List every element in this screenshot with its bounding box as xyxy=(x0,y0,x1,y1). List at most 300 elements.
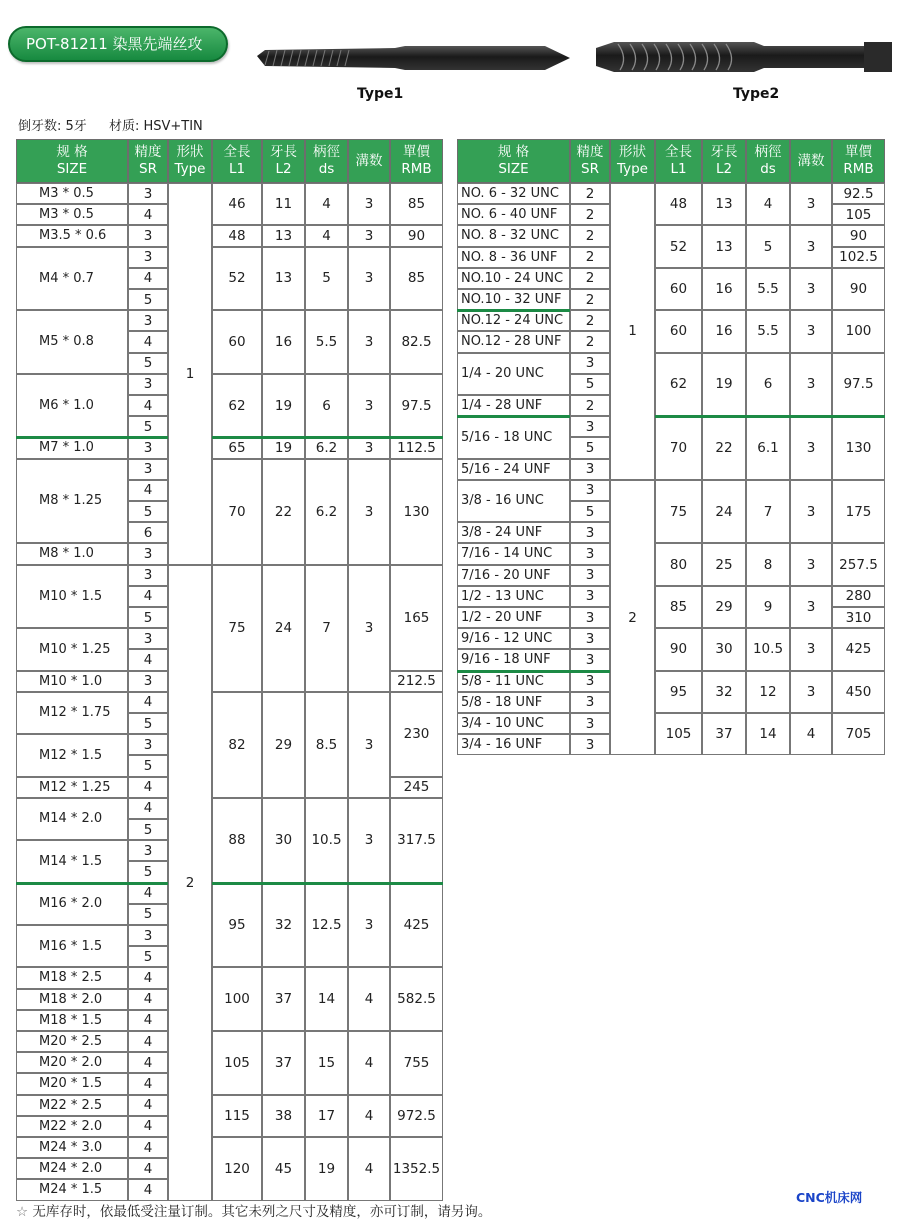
watermark: CNC机床网 xyxy=(796,1190,863,1205)
left-l2-cell: 45 xyxy=(262,1137,305,1201)
left-size-cell: M22 * 2.0 xyxy=(16,1116,128,1137)
right-header-size xyxy=(457,139,570,183)
left-size-cell: M20 * 1.5 xyxy=(16,1073,128,1094)
left-header-sr-line: SR xyxy=(139,161,157,177)
right-ds-cell: 5.5 xyxy=(746,268,790,310)
left-size-cell: M7 * 1.0 xyxy=(16,437,128,458)
left-sr-cell: 4 xyxy=(128,480,168,501)
left-header-rmb-line: 單價 xyxy=(403,144,430,160)
left-type-cell: 2 xyxy=(168,565,212,1201)
left-size-cell: M24 * 1.5 xyxy=(16,1179,128,1200)
left-l2-cell: 32 xyxy=(262,883,305,968)
right-flutes-cell: 3 xyxy=(790,586,832,628)
right-l2-cell: 16 xyxy=(702,310,746,352)
right-l2-cell: 29 xyxy=(702,586,746,628)
right-rmb-cell: 102.5 xyxy=(832,247,885,268)
right-sr-cell: 2 xyxy=(570,310,610,331)
footer-note xyxy=(16,1200,491,1220)
right-size-cell: NO. 6 - 40 UNF xyxy=(457,204,570,225)
left-sr-cell: 3 xyxy=(128,734,168,755)
left-rmb-cell: 425 xyxy=(390,883,443,968)
left-l1-cell: 75 xyxy=(212,565,262,692)
product-title-badge xyxy=(8,26,228,62)
right-header-l1-line: 全長 xyxy=(665,144,692,160)
left-l2-cell: 30 xyxy=(262,798,305,883)
left-sr-cell: 4 xyxy=(128,1052,168,1073)
right-size-cell: 9/16 - 12 UNC xyxy=(457,628,570,649)
left-sr-cell: 5 xyxy=(128,819,168,840)
left-sr-cell: 4 xyxy=(128,967,168,988)
left-header-size-line: SIZE xyxy=(56,161,88,177)
left-separator xyxy=(16,436,168,439)
right-size-cell: NO. 8 - 36 UNF xyxy=(457,247,570,268)
left-size-cell: M6 * 1.0 xyxy=(16,374,128,438)
right-header-rmb xyxy=(832,139,885,183)
right-sr-cell: 2 xyxy=(570,247,610,268)
left-l2-cell: 37 xyxy=(262,967,305,1031)
right-l1-cell: 70 xyxy=(655,416,702,480)
left-rmb-cell: 245 xyxy=(390,777,443,798)
right-sr-cell: 2 xyxy=(570,268,610,289)
right-type-cell: 1 xyxy=(610,183,655,480)
right-sr-cell: 3 xyxy=(570,649,610,670)
right-header-ds xyxy=(746,139,790,183)
right-header-l1 xyxy=(655,139,702,183)
right-flutes-cell: 3 xyxy=(790,543,832,585)
right-l1-cell: 48 xyxy=(655,183,702,225)
right-header-l2 xyxy=(702,139,746,183)
right-l1-cell: 62 xyxy=(655,353,702,417)
left-size-cell: M3 * 0.5 xyxy=(16,204,128,225)
left-rmb-cell: 85 xyxy=(390,247,443,311)
right-flutes-cell: 3 xyxy=(790,480,832,544)
left-header-size xyxy=(16,139,128,183)
left-ds-cell: 17 xyxy=(305,1095,348,1137)
right-size-cell: NO. 6 - 32 UNC xyxy=(457,183,570,204)
left-l1-cell: 46 xyxy=(212,183,262,225)
left-sr-cell: 3 xyxy=(128,671,168,692)
right-ds-cell: 6 xyxy=(746,353,790,417)
right-sr-cell: 3 xyxy=(570,692,610,713)
right-sr-cell: 2 xyxy=(570,204,610,225)
right-rmb-cell: 90 xyxy=(832,268,885,310)
left-header-l2 xyxy=(262,139,305,183)
right-l2-cell: 25 xyxy=(702,543,746,585)
right-sr-cell: 3 xyxy=(570,480,610,501)
right-ds-cell: 5 xyxy=(746,225,790,267)
right-ds-cell: 12 xyxy=(746,671,790,713)
right-l1-cell: 80 xyxy=(655,543,702,585)
left-sr-cell: 5 xyxy=(128,416,168,437)
right-rmb-cell: 310 xyxy=(832,607,885,628)
right-flutes-cell: 3 xyxy=(790,628,832,670)
right-header-sr-line: 精度 xyxy=(576,144,604,160)
right-sr-cell: 3 xyxy=(570,459,610,480)
left-l1-cell: 65 xyxy=(212,437,262,458)
left-sr-cell: 3 xyxy=(128,565,168,586)
right-sr-cell: 3 xyxy=(570,565,610,586)
right-l2-cell: 32 xyxy=(702,671,746,713)
right-header-rmb-line: RMB xyxy=(843,161,874,177)
right-size-cell: 9/16 - 18 UNF xyxy=(457,649,570,670)
left-size-cell: M14 * 2.0 xyxy=(16,798,128,840)
right-header-ds-line: ds xyxy=(760,161,776,177)
left-l1-cell: 48 xyxy=(212,225,262,246)
left-flutes-cell: 3 xyxy=(348,692,390,798)
left-sr-cell: 3 xyxy=(128,247,168,268)
left-header-flutes-line: 溝数 xyxy=(355,152,383,169)
left-rmb-cell: 165 xyxy=(390,565,443,671)
left-rmb-cell: 97.5 xyxy=(390,374,443,438)
left-sr-cell: 4 xyxy=(128,883,168,904)
right-size-cell: 7/16 - 20 UNF xyxy=(457,565,570,586)
left-size-cell: M18 * 1.5 xyxy=(16,1010,128,1031)
right-size-cell: 3/4 - 16 UNF xyxy=(457,734,570,755)
right-size-cell: 5/8 - 18 UNF xyxy=(457,692,570,713)
right-l1-cell: 60 xyxy=(655,268,702,310)
left-l2-cell: 19 xyxy=(262,437,305,458)
right-rmb-cell: 425 xyxy=(832,628,885,670)
left-sr-cell: 4 xyxy=(128,268,168,289)
left-size-cell: M16 * 2.0 xyxy=(16,883,128,925)
left-sr-cell: 5 xyxy=(128,755,168,776)
left-sr-cell: 6 xyxy=(128,522,168,543)
right-sr-cell: 5 xyxy=(570,374,610,395)
right-header-type-line: Type xyxy=(616,161,648,177)
left-sr-cell: 4 xyxy=(128,586,168,607)
left-size-cell: M12 * 1.75 xyxy=(16,692,128,734)
left-sr-cell: 5 xyxy=(128,861,168,882)
left-flutes-cell: 3 xyxy=(348,437,390,458)
left-ds-cell: 4 xyxy=(305,183,348,225)
left-sr-cell: 4 xyxy=(128,1116,168,1137)
product-title: POT-81211 染黑先端丝攻 xyxy=(26,35,203,53)
left-sr-cell: 3 xyxy=(128,628,168,649)
right-rmb-cell: 100 xyxy=(832,310,885,352)
left-rmb-cell: 755 xyxy=(390,1031,443,1095)
left-rmb-cell: 112.5 xyxy=(390,437,443,458)
footer-note-text: 无库存时，依最低受注量订制。其它未列之尺寸及精度，亦可订制，请另询。 xyxy=(32,1204,492,1220)
right-header-flutes-line: 溝数 xyxy=(797,152,825,169)
right-size-cell: NO.10 - 24 UNC xyxy=(457,268,570,289)
left-header-ds xyxy=(305,139,348,183)
right-sr-cell: 3 xyxy=(570,543,610,564)
left-sr-cell: 4 xyxy=(128,692,168,713)
material-spec: 材质: HSV+TIN xyxy=(108,119,203,134)
right-size-cell: 1/4 - 20 UNC xyxy=(457,353,570,395)
left-ds-cell: 5 xyxy=(305,247,348,311)
spec-line xyxy=(18,115,221,134)
left-ds-cell: 10.5 xyxy=(305,798,348,883)
left-rmb-cell: 972.5 xyxy=(390,1095,443,1137)
left-size-cell: M4 * 0.7 xyxy=(16,247,128,311)
left-header-l2-line: L2 xyxy=(275,161,292,177)
left-rmb-cell: 85 xyxy=(390,183,443,225)
left-flutes-cell: 4 xyxy=(348,1095,390,1137)
left-flutes-cell: 3 xyxy=(348,459,390,565)
left-sr-cell: 4 xyxy=(128,204,168,225)
right-size-cell: 5/16 - 24 UNF xyxy=(457,459,570,480)
right-header-l1-line: L1 xyxy=(670,161,687,177)
left-sr-cell: 3 xyxy=(128,925,168,946)
left-sr-cell: 3 xyxy=(128,374,168,395)
right-size-cell: NO.12 - 24 UNC xyxy=(457,310,570,331)
left-sr-cell: 5 xyxy=(128,946,168,967)
left-l1-cell: 115 xyxy=(212,1095,262,1137)
right-header-type-line: 形狀 xyxy=(619,144,646,160)
right-header-rmb-line: 單價 xyxy=(845,144,872,160)
right-l1-cell: 90 xyxy=(655,628,702,670)
right-sr-cell: 3 xyxy=(570,522,610,543)
right-sr-cell: 3 xyxy=(570,628,610,649)
left-sr-cell: 4 xyxy=(128,1031,168,1052)
type2-tap-image xyxy=(594,36,894,80)
right-sr-cell: 2 xyxy=(570,395,610,416)
right-l2-cell: 30 xyxy=(702,628,746,670)
left-l1-cell: 82 xyxy=(212,692,262,798)
left-l2-cell: 13 xyxy=(262,247,305,311)
left-flutes-cell: 3 xyxy=(348,565,390,692)
right-size-cell: 3/8 - 24 UNF xyxy=(457,522,570,543)
right-ds-cell: 8 xyxy=(746,543,790,585)
right-sr-cell: 2 xyxy=(570,225,610,246)
left-rmb-cell: 317.5 xyxy=(390,798,443,883)
left-header-l1 xyxy=(212,139,262,183)
right-ds-cell: 10.5 xyxy=(746,628,790,670)
left-size-cell: M16 * 1.5 xyxy=(16,925,128,967)
right-flutes-cell: 3 xyxy=(790,183,832,225)
right-ds-cell: 6.1 xyxy=(746,416,790,480)
left-header-l1-line: L1 xyxy=(228,161,246,177)
left-sr-cell: 5 xyxy=(128,289,168,310)
left-flutes-cell: 3 xyxy=(348,310,390,374)
flutes-spec: 倒牙数: 5牙 xyxy=(18,119,87,134)
right-l2-cell: 16 xyxy=(702,268,746,310)
left-separator xyxy=(212,882,443,885)
left-size-cell: M8 * 1.25 xyxy=(16,459,128,544)
left-rmb-cell: 82.5 xyxy=(390,310,443,374)
left-header-rmb-line: RMB xyxy=(401,161,432,177)
left-sr-cell: 4 xyxy=(128,1158,168,1179)
left-separator xyxy=(212,436,443,439)
right-l1-cell: 85 xyxy=(655,586,702,628)
left-size-cell: M10 * 1.0 xyxy=(16,671,128,692)
left-rmb-cell: 230 xyxy=(390,692,443,777)
left-header-type xyxy=(168,139,212,183)
right-rmb-cell: 280 xyxy=(832,586,885,607)
left-sr-cell: 4 xyxy=(128,989,168,1010)
right-size-cell: 5/16 - 18 UNC xyxy=(457,416,570,458)
left-rmb-cell: 130 xyxy=(390,459,443,565)
star-icon: ☆ xyxy=(16,1204,29,1220)
left-l1-cell: 120 xyxy=(212,1137,262,1201)
left-sr-cell: 3 xyxy=(128,437,168,458)
left-ds-cell: 19 xyxy=(305,1137,348,1201)
left-l2-cell: 13 xyxy=(262,225,305,246)
right-header-sr-line: SR xyxy=(581,161,599,177)
left-ds-cell: 6.2 xyxy=(305,437,348,458)
type1-tap-image xyxy=(255,40,575,76)
left-l2-cell: 19 xyxy=(262,374,305,438)
left-header-flutes xyxy=(348,139,390,183)
left-sr-cell: 3 xyxy=(128,840,168,861)
right-sr-cell: 3 xyxy=(570,734,610,755)
right-sr-cell: 2 xyxy=(570,289,610,310)
left-sr-cell: 4 xyxy=(128,1137,168,1158)
left-rmb-cell: 1352.5 xyxy=(390,1137,443,1201)
left-size-cell: M12 * 1.5 xyxy=(16,734,128,776)
right-sr-cell: 2 xyxy=(570,331,610,352)
left-l2-cell: 29 xyxy=(262,692,305,798)
left-l2-cell: 11 xyxy=(262,183,305,225)
left-flutes-cell: 4 xyxy=(348,967,390,1031)
right-rmb-cell: 450 xyxy=(832,671,885,713)
left-ds-cell: 8.5 xyxy=(305,692,348,798)
right-l1-cell: 75 xyxy=(655,480,702,544)
right-header-l2-line: L2 xyxy=(715,161,733,177)
left-size-cell: M20 * 2.0 xyxy=(16,1052,128,1073)
left-size-cell: M10 * 1.25 xyxy=(16,628,128,670)
right-sr-cell: 3 xyxy=(570,607,610,628)
right-header-ds-line: 柄徑 xyxy=(754,144,782,160)
left-l1-cell: 62 xyxy=(212,374,262,438)
left-sr-cell: 4 xyxy=(128,1073,168,1094)
left-flutes-cell: 3 xyxy=(348,183,390,225)
left-sr-cell: 3 xyxy=(128,310,168,331)
right-rmb-cell: 257.5 xyxy=(832,543,885,585)
right-rmb-cell: 130 xyxy=(832,416,885,480)
left-l1-cell: 52 xyxy=(212,247,262,311)
left-ds-cell: 6.2 xyxy=(305,459,348,565)
left-sr-cell: 3 xyxy=(128,225,168,246)
right-size-cell: 1/2 - 20 UNF xyxy=(457,607,570,628)
left-sr-cell: 3 xyxy=(128,183,168,204)
right-type-cell: 2 xyxy=(610,480,655,756)
left-flutes-cell: 3 xyxy=(348,225,390,246)
left-l2-cell: 22 xyxy=(262,459,305,565)
left-header-ds-line: 柄徑 xyxy=(313,144,340,160)
right-rmb-cell: 92.5 xyxy=(832,183,885,204)
left-header-rmb xyxy=(390,139,443,183)
left-size-cell: M22 * 2.5 xyxy=(16,1095,128,1116)
right-ds-cell: 14 xyxy=(746,713,790,755)
left-sr-cell: 4 xyxy=(128,1010,168,1031)
left-rmb-cell: 212.5 xyxy=(390,671,443,692)
right-l2-cell: 13 xyxy=(702,225,746,267)
left-flutes-cell: 4 xyxy=(348,1031,390,1095)
left-sr-cell: 5 xyxy=(128,904,168,925)
right-size-cell: NO.10 - 32 UNF xyxy=(457,289,570,310)
left-ds-cell: 12.5 xyxy=(305,883,348,968)
right-l2-cell: 22 xyxy=(702,416,746,480)
left-header-type-line: 形狀 xyxy=(176,144,204,160)
right-l1-cell: 105 xyxy=(655,713,702,755)
right-ds-cell: 4 xyxy=(746,183,790,225)
left-ds-cell: 6 xyxy=(305,374,348,438)
right-l2-cell: 24 xyxy=(702,480,746,544)
left-flutes-cell: 4 xyxy=(348,1137,390,1201)
right-size-cell: 3/4 - 10 UNC xyxy=(457,713,570,734)
left-l1-cell: 95 xyxy=(212,883,262,968)
left-flutes-cell: 3 xyxy=(348,247,390,311)
left-separator xyxy=(16,882,168,885)
left-size-cell: M14 * 1.5 xyxy=(16,840,128,882)
type2-label: Type2 xyxy=(733,86,780,102)
left-l2-cell: 37 xyxy=(262,1031,305,1095)
right-sr-cell: 5 xyxy=(570,501,610,522)
right-sr-cell: 3 xyxy=(570,416,610,437)
left-l1-cell: 70 xyxy=(212,459,262,565)
right-sr-cell: 2 xyxy=(570,183,610,204)
right-ds-cell: 5.5 xyxy=(746,310,790,352)
right-sr-cell: 3 xyxy=(570,586,610,607)
left-l1-cell: 60 xyxy=(212,310,262,374)
left-size-cell: M8 * 1.0 xyxy=(16,543,128,564)
left-sr-cell: 5 xyxy=(128,501,168,522)
right-header-size-line: SIZE xyxy=(498,161,529,177)
left-header-ds-line: ds xyxy=(318,161,335,177)
right-size-cell: 5/8 - 11 UNC xyxy=(457,671,570,692)
left-sr-cell: 4 xyxy=(128,777,168,798)
right-header-flutes xyxy=(790,139,832,183)
right-flutes-cell: 3 xyxy=(790,310,832,352)
right-size-cell: NO. 8 - 32 UNC xyxy=(457,225,570,246)
right-separator xyxy=(457,309,570,312)
right-size-cell: 3/8 - 16 UNC xyxy=(457,480,570,522)
left-l1-cell: 88 xyxy=(212,798,262,883)
left-sr-cell: 5 xyxy=(128,713,168,734)
right-sr-cell: 3 xyxy=(570,353,610,374)
right-sr-cell: 3 xyxy=(570,713,610,734)
left-size-cell: M3 * 0.5 xyxy=(16,183,128,204)
right-flutes-cell: 3 xyxy=(790,225,832,267)
right-flutes-cell: 3 xyxy=(790,671,832,713)
right-separator xyxy=(457,670,610,673)
left-flutes-cell: 3 xyxy=(348,883,390,968)
right-ds-cell: 7 xyxy=(746,480,790,544)
left-flutes-cell: 3 xyxy=(348,798,390,883)
left-sr-cell: 4 xyxy=(128,649,168,670)
left-header-size-line: 规 格 xyxy=(56,144,88,160)
right-size-cell: 1/2 - 13 UNC xyxy=(457,586,570,607)
type1-label: Type1 xyxy=(357,86,404,102)
left-sr-cell: 4 xyxy=(128,798,168,819)
right-l2-cell: 19 xyxy=(702,353,746,417)
left-size-cell: M20 * 2.5 xyxy=(16,1031,128,1052)
left-rmb-cell: 90 xyxy=(390,225,443,246)
left-type-cell: 1 xyxy=(168,183,212,565)
right-rmb-cell: 97.5 xyxy=(832,353,885,417)
right-l1-cell: 95 xyxy=(655,671,702,713)
right-rmb-cell: 175 xyxy=(832,480,885,544)
right-l1-cell: 52 xyxy=(655,225,702,267)
right-size-cell: NO.12 - 28 UNF xyxy=(457,331,570,352)
left-header-type-line: Type xyxy=(174,161,206,177)
right-rmb-cell: 705 xyxy=(832,713,885,755)
left-header-l1-line: 全長 xyxy=(223,144,251,160)
left-size-cell: M18 * 2.5 xyxy=(16,967,128,988)
right-header-sr xyxy=(570,139,610,183)
left-header-sr xyxy=(128,139,168,183)
left-sr-cell: 3 xyxy=(128,459,168,480)
left-sr-cell: 4 xyxy=(128,1095,168,1116)
left-l2-cell: 24 xyxy=(262,565,305,692)
left-sr-cell: 4 xyxy=(128,395,168,416)
left-ds-cell: 14 xyxy=(305,967,348,1031)
right-size-cell: 1/4 - 28 UNF xyxy=(457,395,570,416)
left-size-cell: M18 * 2.0 xyxy=(16,989,128,1010)
right-flutes-cell: 4 xyxy=(790,713,832,755)
